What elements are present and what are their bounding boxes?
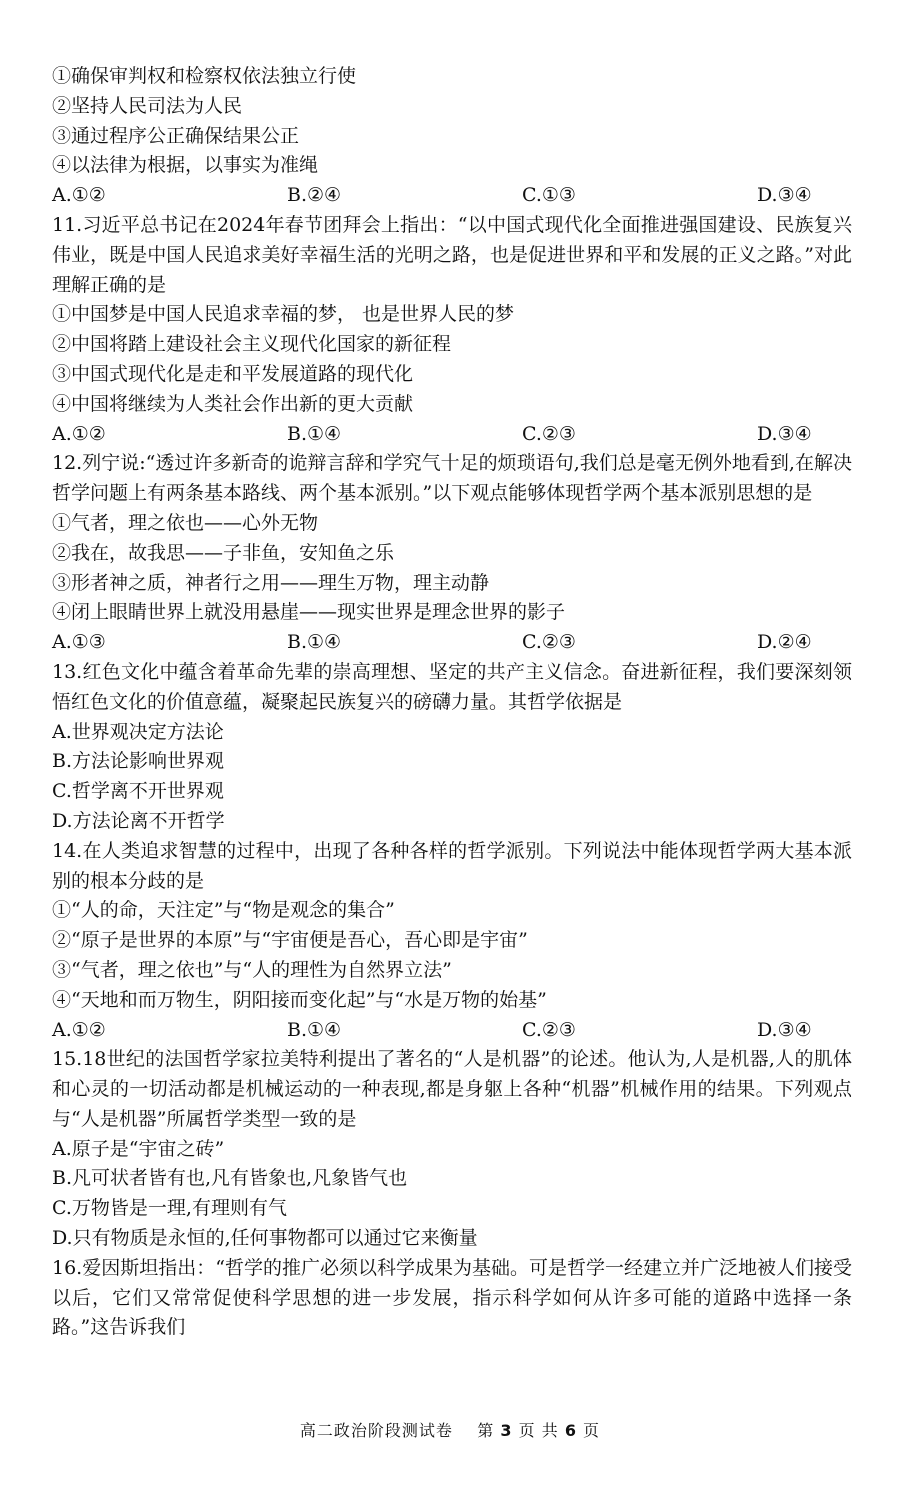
- q15-choice-b: B.凡可状者皆有也,凡有皆象也,凡象皆气也: [52, 1167, 408, 1190]
- q11-option-c: C.②③: [522, 422, 576, 445]
- footer-page-number: 3: [500, 1421, 513, 1440]
- q14-item-2: ②“原子是世界的本原”与“宇宙便是吾心，吾心即是宇宙”: [52, 929, 528, 952]
- q11-item-2: ②中国将踏上建设社会主义现代化国家的新征程: [52, 333, 452, 356]
- q15-choice-d: D.只有物质是永恒的,任何事物都可以通过它来衡量: [52, 1227, 478, 1250]
- q14-item-3: ③“气者，理之依也”与“人的理性为自然界立法”: [52, 958, 452, 981]
- footer-page-prefix: 第: [477, 1421, 495, 1440]
- q12-option-b: B.①④: [287, 631, 342, 654]
- q12-item-1: ①气者，理之依也——心外无物: [52, 511, 319, 534]
- question-10-items: [52, 62, 852, 181]
- q10-option-a: A.①②: [52, 184, 106, 207]
- q10-item-1: ①确保审判权和检察权依法独立行使: [52, 65, 357, 87]
- footer-page-suffix: 页: [583, 1421, 601, 1440]
- q16-stem: 16.爱因斯坦指出：“哲学的推广必须以科学成果为基础。可是哲学一经建立并广泛地被人们接受以后，它们又常常促使科学思想的进一步发展，指示科学如何从许多可能的道路中选择一条路。”这告诉我们: [52, 1256, 852, 1339]
- q15-choice-c: C.万物皆是一理,有理则有气: [52, 1197, 287, 1220]
- q12-options: [52, 628, 852, 658]
- q13-choice-b: B.方法论影响世界观: [52, 750, 225, 773]
- exam-content: [52, 62, 852, 1343]
- q11-stem: 11.习近平总书记在2024年春节团拜会上指出：“以中国式现代化全面推进强国建设、民族复兴伟业，既是中国人民追求美好幸福生活的光明之路，也是促进世界和平和发展的正义之路。”对此理解正确的是: [52, 213, 852, 296]
- q14-option-a: A.①②: [52, 1018, 106, 1041]
- q14-option-d: D.③④: [757, 1018, 812, 1041]
- q14-option-b: B.①④: [287, 1018, 342, 1041]
- q10-option-d: D.③④: [757, 184, 812, 207]
- q11-item-4: ④中国将继续为人类社会作出新的更大贡献: [52, 392, 414, 415]
- q14-item-4: ④“天地和而万物生，阴阳接而变化起”与“水是万物的始基”: [52, 988, 547, 1011]
- q14-stem: 14.在人类追求智慧的过程中，出现了各种各样的哲学派别。下列说法中能体现哲学两大基本派别的根本分歧的是: [52, 839, 852, 892]
- footer-total-pages: 6: [564, 1421, 577, 1440]
- q14-item-1: ①“人的命，天注定”与“物是观念的集合”: [52, 899, 395, 922]
- q11-options: [52, 420, 852, 450]
- q10-item-3: ③通过程序公正确保结果公正: [52, 124, 300, 147]
- footer-exam-title: 高二政治阶段测试卷: [299, 1421, 453, 1440]
- q13-stem: 13.红色文化中蕴含着革命先辈的崇高理想、坚定的共产主义信念。奋进新征程，我们要深刻领悟红色文化的价值意蕴，凝聚起民族复兴的磅礴力量。其哲学依据是: [52, 660, 852, 713]
- q11-option-a: A.①②: [52, 422, 106, 445]
- q10-option-b: B.②④: [287, 184, 342, 207]
- q12-option-d: D.②④: [757, 631, 812, 654]
- q11-item-1: ①中国梦是中国人民追求幸福的梦， 也是世界人民的梦: [52, 303, 515, 326]
- q12-option-a: A.①③: [52, 631, 106, 654]
- page-footer: [0, 1418, 900, 1441]
- q15-choice-a: A.原子是“宇宙之砖”: [52, 1137, 225, 1160]
- q11-option-b: B.①④: [287, 422, 342, 445]
- q11-item-3: ③中国式现代化是走和平发展道路的现代化: [52, 362, 414, 385]
- q12-option-c: C.②③: [522, 631, 576, 654]
- q12-item-3: ③形者神之质，神者行之用——理生万物，理主动静: [52, 571, 490, 594]
- q13-choice-d: D.方法论离不开哲学: [52, 809, 225, 832]
- q12-item-4: ④闭上眼睛世界上就没用悬崖——现实世界是理念世界的影子: [52, 601, 566, 624]
- q13-choice-c: C.哲学离不开世界观: [52, 780, 224, 803]
- q10-item-4: ④以法律为根据，以事实为准绳: [52, 154, 319, 177]
- q12-stem: 12.列宁说:“透过许多新奇的诡辩言辞和学究气十足的烦琐语句,我们总是毫无例外地看到,在解决哲学问题上有两条基本路线、两个基本派别。”以下观点能够体现哲学两个基本派别思想的是: [52, 452, 852, 505]
- q15-stem: 15.18世纪的法国哲学家拉美特利提出了著名的“人是机器”的论述。他认为,人是机器,人的肌体和心灵的一切活动都是机械运动的一种表现,都是身躯上各种“机器”机械作用的结果。下列观点与“人是机器”所属哲学类型一致的是: [52, 1048, 853, 1130]
- q10-item-2: ②坚持人民司法为人民: [52, 94, 243, 117]
- q14-option-c: C.②③: [522, 1018, 576, 1041]
- q10-option-c: C.①③: [522, 184, 576, 207]
- q13-choice-a: A.世界观决定方法论: [52, 720, 224, 743]
- q10-options: [52, 181, 852, 211]
- q12-item-2: ②我在，故我思——子非鱼，安知鱼之乐: [52, 541, 395, 564]
- footer-page-mid: 页 共: [518, 1421, 559, 1440]
- q14-options: [52, 1016, 852, 1046]
- q11-option-d: D.③④: [757, 422, 812, 445]
